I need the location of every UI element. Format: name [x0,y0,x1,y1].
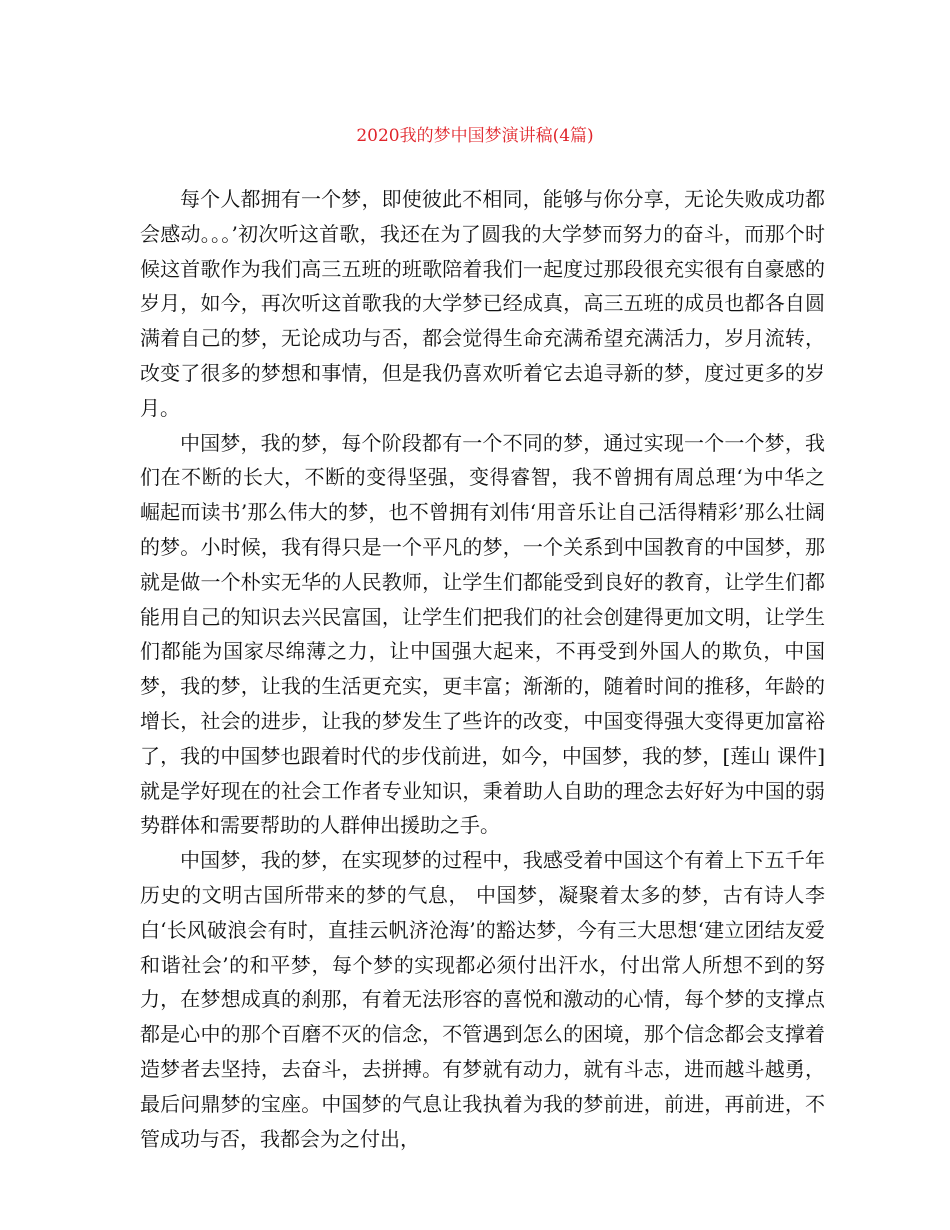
paragraph-2: 中国梦，我的梦，每个阶段都有一个不同的梦，通过实现一个一个梦，我们在不断的长大，不断的变得坚强，变得睿智，我不曾拥有周总理‘为中华之崛起而读书’那么伟大的梦，也不曾拥有刘伟‘用音乐让自己活得精彩’那么壮阔的梦。小时候，我有得只是一个平凡的梦，一个关系到中国教育的中国梦，那就是做一个朴实无华的人民教师，让学生们都能受到良好的教育，让学生们都能用自己的知识去兴民富国，让学生们把我们的社会创建得更加文明，让学生们都能为国家尽绵薄之力，让中国强大起来，不再受到外国人的欺负，中国梦，我的梦，让我的生活更充实，更丰富；渐渐的，随着时间的推移，年龄的增长，社会的进步，让我的梦发生了些许的改变，中国变得强大变得更加富裕了，我的中国梦也跟着时代的步伐前进，如今，中国梦，我的梦，[莲山 课件]就是学好现在的社会工作者专业知识，秉着助人自助的理念去好好为中国的弱势群体和需要帮助的人群伸出援助之手。 [140,430,825,838]
document-title: 2020我的梦中国梦演讲稿(4篇) [356,126,594,146]
paragraph-3: 中国梦，我的梦，在实现梦的过程中，我感受着中国这个有着上下五千年历史的文明古国所带来的梦的气息， 中国梦，凝聚着太多的梦，古有诗人李白‘长风破浪会有时，直挂云帆济沧海’的豁达梦，今有三大思想‘建立团结友爱和谐社会’的和平梦，每个梦的实现都必须付出汗水，付出常人所想不到的努力，在梦想成真的刹那，有着无法形容的喜悦和激动的心情，每个梦的支撑点都是心中的那个百磨不灭的信念，不管遇到怎么的困境，那个信念都会支撑着造梦者去坚持，去奋斗，去拼搏。有梦就有动力，就有斗志，进而越斗越勇，最后问鼎梦的宝座。中国梦的气息让我执着为我的梦前进，前进，再前进，不管成功与否，我都会为之付出， [140,848,825,1151]
document-body [140,182,825,1156]
paragraph-1: 每个人都拥有一个梦，即使彼此不相同，能够与你分享，无论失败成功都会感动。。。’初次听这首歌，我还在为了圆我的大学梦而努力的奋斗，而那个时候这首歌作为我们高三五班的班歌陪着我们一起度过那段很充实很有自豪感的岁月，如今，再次听这首歌我的大学梦已经成真，高三五班的成员也都各自圆满着自己的梦，无论成功与否，都会觉得生命充满希望充满活力，岁月流转，改变了很多的梦想和事情，但是我仍喜欢听着它去追寻新的梦，度过更多的岁月。 [140,187,825,420]
